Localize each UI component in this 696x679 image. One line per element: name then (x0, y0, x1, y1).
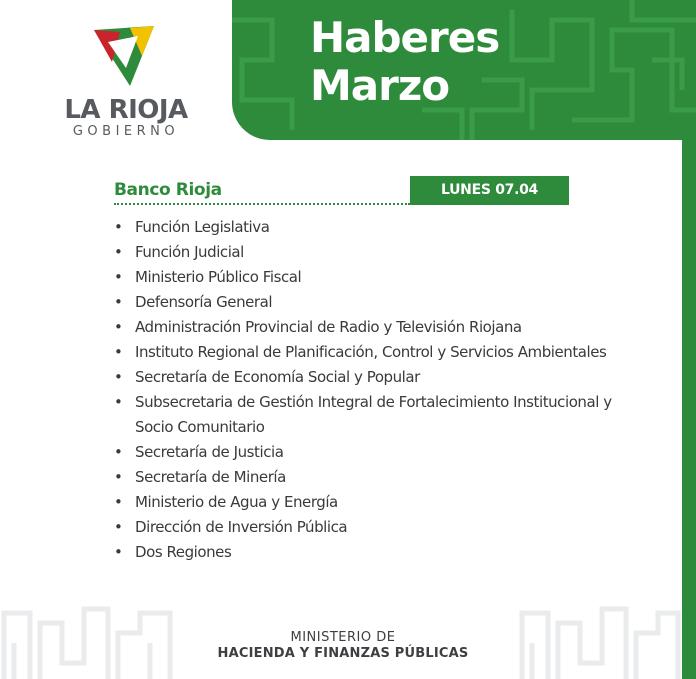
header-panel (232, 0, 696, 140)
logo-subtitle: GOBIERNO (72, 124, 180, 139)
list-item: • Función Judicial (114, 240, 634, 265)
list-item: • Instituto Regional de Planificación, Control y Servicios Ambientales (114, 340, 634, 365)
title-line-1: Haberes (310, 13, 500, 62)
footer-line-1: MINISTERIO DE (290, 630, 396, 645)
list-item: • Secretaría de Justicia (114, 440, 634, 465)
list-item: • Subsecretaria de Gestión Integral de Fortalecimiento Institucional y Socio Comunitario (114, 390, 634, 440)
list-item: • Secretaría de Minería (114, 465, 634, 490)
entity-list (114, 215, 634, 565)
logo-name: LA RIOJA (64, 95, 188, 125)
list-item: • Ministerio Público Fiscal (114, 265, 634, 290)
ministry-footer (190, 630, 496, 662)
la-rioja-logo (56, 18, 196, 143)
footer-pattern-left (0, 603, 178, 679)
list-item: • Secretaría de Economía Social y Popular (114, 365, 634, 390)
list-item: • Defensoría General (114, 290, 634, 315)
list-item: • Dos Regiones (114, 540, 634, 565)
page-title (310, 14, 499, 110)
date-badge: LUNES 07.04 (410, 176, 569, 205)
dotted-divider (114, 203, 410, 205)
list-item: • Función Legislativa (114, 215, 634, 240)
right-accent-bar (682, 130, 696, 679)
list-item: • Ministerio de Agua y Energía (114, 490, 634, 515)
la-rioja-logo-icon (90, 22, 160, 92)
title-line-2: Marzo (310, 61, 450, 110)
bank-label: Banco Rioja (114, 180, 222, 200)
list-item: • Dirección de Inversión Pública (114, 515, 634, 540)
list-item: • Administración Provincial de Radio y Televisión Riojana (114, 315, 634, 340)
footer-pattern-right (518, 603, 682, 679)
footer-line-2: HACIENDA Y FINANZAS PÚBLICAS (217, 646, 469, 661)
